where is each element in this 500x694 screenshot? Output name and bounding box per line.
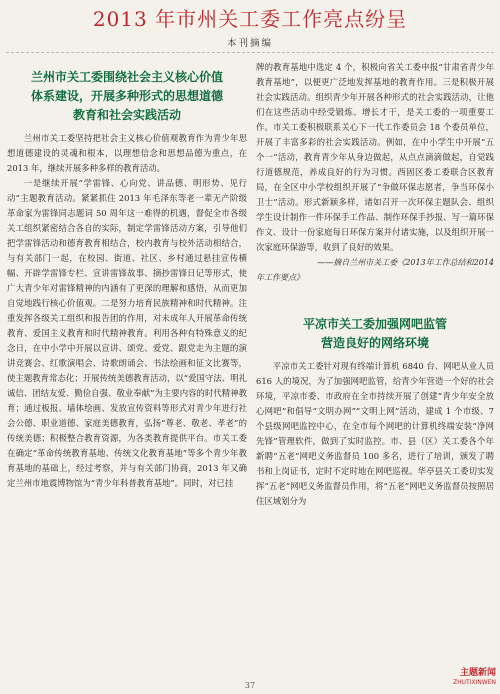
left-divider (6, 52, 250, 53)
article1-source-year: 年工作要点》 (256, 273, 304, 282)
article1-paragraph-1: 兰州市关工委坚持把社会主义核心价值观教育作为青少年思想道德建设的灵魂和根本，以理想信念和思想品德为重点，在 2013 年，继续开展多种多样的教育活动。 (7, 133, 247, 173)
site-logo (453, 668, 496, 688)
logo-english-text: ZHUTIXINWEN (452, 679, 496, 686)
article2-heading (256, 315, 494, 353)
article1-paragraph-2: 一是继续开展“学雷锋、心向党、讲品德、明形势、见行动”主题教育活动。紧紧抓住 2013 年毛泽东等老一辈无产阶级革命家为雷锋同志题词 50 周年这一难得的机遇，督促全市各级关工组织紧密结合各自的实际，制定学雷锋活动方案，引导他们把学雷锋活动和德育教育相结合，校内教育与校外活动相结合，与有关部门一起，在校园、街道、社区、乡村通过悬挂宣传横幅、开辟学雷锋专栏、宣讲雷锋故事、摘抄雷锋日记等形式，使广大青少年对雷锋精神的内涵有了更深的理解和感悟，从而更加自觉地践行核心价值观。二是努力培育民族精神和时代精神。注重发挥各级关工组织和报告团的作用，对未成年人开展革命传统教育、爱国主义教育和时代精神教育。利用各种有特殊意义的纪念日，在中小学中开展以宣讲、颂党、爱党、跟党走为主题的演讲竞赛会、红歌演唱会、诗歌朗诵会、书法绘画和征文比赛等，使主题教育常态化；开展传统美德教育活动，以“爱国守法、明礼诚信、团结友爱、勤俭自强、敬业奉献”为主要内容的时代精神教育；通过板报、墙体绘画、发放宣传资料等形式对青少年进行社会公德、职业道德、家庭美德教育，弘扬“尊老、敬老、孝老”的传统美德；积极整合教育资源，为各类教育提供平台。市关工委在确定“革命传统教育基地、传统文化教育基地”等多个青少年教育基地的基础上，经过考察，并与有关部门协商，2013 年又确定兰州市地震博物馆为“青少年科普教育基地”。同时，对已挂 (7, 178, 247, 488)
article1-continued-paragraph: 牌的教育基地中选定 4 个，积极向省关工委申报“甘肃省青少年教育基地”，以便更广泛地发挥基地的教育作用。三是积极开展社会实践活动。组织青少年开展各种形式的社会实践活动，让他们在这些活动中经受锻炼、增长才干，是关工委的一项重要工作。市关工委积极联系关心下一代工作委员会 18 个委员单位，开展了丰富多彩的社会实践活动。例如，在中小学生中开展“五个一”活动，教育青少年从身边做起，从点点滴滴做起，自觉践行道德规范，养成良好的行为习惯。西固区委工委联合区教育局，在全区中小学校组织开展了“争做环保志愿者，争当环保小卫士”活动。形式新颖多样，诸如召开一次环保主题队会、组织学生设计制作一件环保手工作品、制作环保手抄报、写一篇环保作文、设计一份家庭每日环保方案并付诸实施，以及组织开展一次家庭环保游等，收到了良好的效果。 (256, 62, 494, 252)
article1-heading (7, 68, 247, 125)
article1-heading-line2: 体系建设，开展多种形式的思想道德 (30, 89, 223, 103)
article2-paragraph: 平凉市关工委针对现有终端计算机 6840 台、网吧从业人员 616 人的境况，为了加强网吧监管，给青少年营造一个好的社会环境，平凉市委、市政府在全市持续开展了创建“青少年安全放心网吧”和倡导“文明办网”“文明上网”活动，建成 1 个市级、7 个县级网吧监控中心，在全市每个网吧的计算机终端安装“净网先锋”管理软件，做到了实时监控。市、县（区）关工委各个年新聘“五老”网吧义务监督员 100 多名，进行了培训，颁发了聘书和上岗证书，定时不定时地在网吧巡视。华亭县关工委切实发挥“五老”网吧义务监督员作用，将“五老”网吧义务监督员按照居住区域划分为 (256, 361, 494, 506)
page-number: 37 (244, 681, 256, 690)
page-title: 2013 年市州关工委工作亮点纷呈 (92, 7, 408, 31)
logo-chinese-text: 主题新闻 (459, 668, 496, 678)
article2-heading-line1: 平凉市关工委加强网吧监管 (302, 317, 447, 331)
page-subtitle: 本刊摘编 (226, 38, 273, 49)
article1-source: ——摘自兰州市关工委《2013年工作总结和2014 (317, 258, 494, 267)
section-gap (256, 285, 494, 315)
right-divider (252, 52, 494, 53)
article2-heading-line2: 营造良好的网络环境 (320, 336, 429, 350)
article1-heading-line3: 教育和社会实践活动 (72, 108, 181, 122)
article1-heading-line1: 兰州市关工委围绕社会主义核心价值 (30, 70, 223, 84)
left-column (7, 60, 247, 491)
right-column (256, 60, 494, 509)
